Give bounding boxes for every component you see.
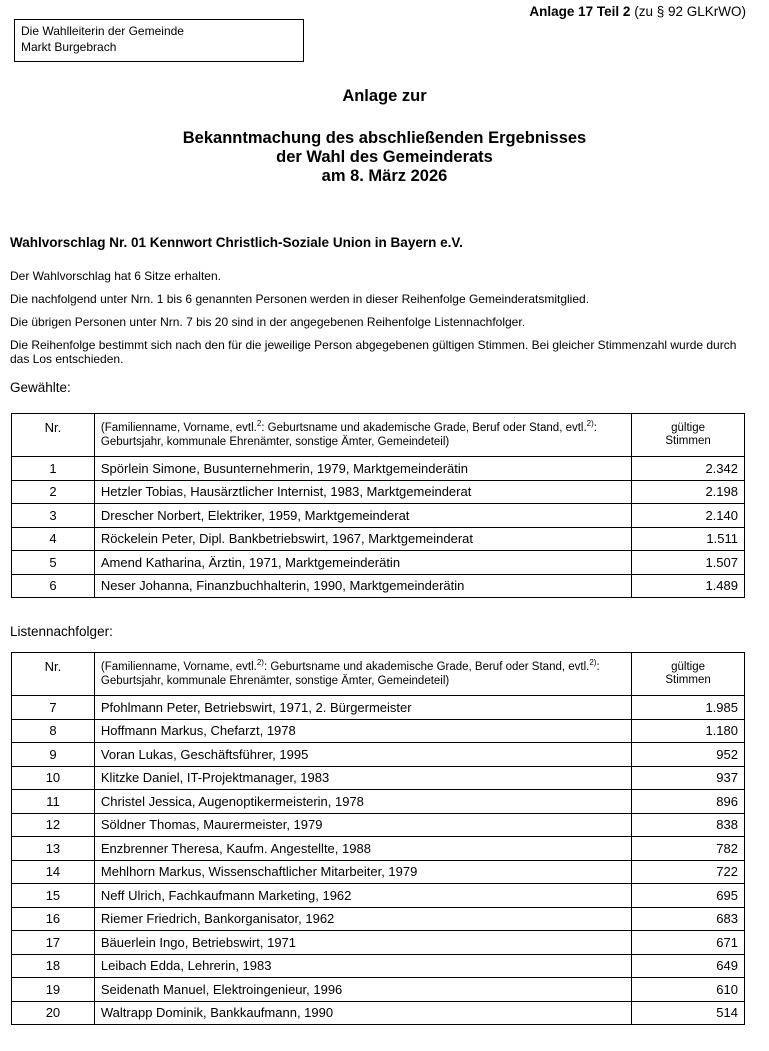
section-heading: Wahlvorschlag Nr. 01 Kennwort Christlich-Soziale Union in Bayern e.V. (10, 235, 463, 250)
candidate-votes: 2.342 (632, 457, 745, 481)
successors-label: Listennachfolger: (10, 624, 113, 639)
candidate-number: 11 (12, 790, 95, 814)
candidate-votes: 722 (632, 860, 745, 884)
candidate-votes: 1.985 (632, 696, 745, 720)
title-line-1: Bekanntmachung des abschließenden Ergebnisses (182, 129, 587, 147)
title-line-3: am 8. März 2026 (321, 167, 448, 185)
table-row (12, 1001, 745, 1025)
candidate-votes: 937 (632, 766, 745, 790)
paragraph-elected: Die nachfolgend unter Nrn. 1 bis 6 genannten Personen werden in dieser Reihenfolge Gemeinderatsmitglied. (10, 292, 590, 306)
candidate-description: Bäuerlein Ingo, Betriebswirt, 1971 (94, 931, 631, 955)
candidate-description: Hetzler Tobias, Hausärztlicher Internist, 1983, Marktgemeinderat (94, 480, 631, 504)
table-header-row (12, 653, 745, 696)
candidate-number: 12 (12, 813, 95, 837)
header-nr: Nr. (12, 414, 95, 457)
header-votes: gültige Stimmen (632, 414, 745, 457)
candidate-description: Hoffmann Markus, Chefarzt, 1978 (94, 719, 631, 743)
candidate-votes: 838 (632, 813, 745, 837)
candidate-number: 5 (12, 551, 95, 575)
table-row (12, 813, 745, 837)
candidate-number: 7 (12, 696, 95, 720)
successors-table (11, 652, 745, 1025)
candidate-description: Voran Lukas, Geschäftsführer, 1995 (94, 743, 631, 767)
candidate-description: Röckelein Peter, Dipl. Bankbetriebswirt, 1967, Marktgemeinderat (94, 527, 631, 551)
authority-line-2: Markt Burgebrach (21, 40, 117, 54)
table-row (12, 551, 745, 575)
candidate-description: Waltrapp Dominik, Bankkaufmann, 1990 (94, 1001, 631, 1025)
candidate-votes: 1.511 (632, 527, 745, 551)
authority-line-1: Die Wahlleiterin der Gemeinde (21, 24, 184, 38)
table-row (12, 790, 745, 814)
candidate-description: Enzbrenner Theresa, Kaufm. Angestellte, 1988 (94, 837, 631, 861)
candidate-description: Pfohlmann Peter, Betriebswirt, 1971, 2. Bürgermeister (94, 696, 631, 720)
table-row (12, 457, 745, 481)
candidate-description: Amend Katharina, Ärztin, 1971, Marktgemeinderätin (94, 551, 631, 575)
table-row (12, 837, 745, 861)
candidate-votes: 683 (632, 907, 745, 931)
candidate-number: 15 (12, 884, 95, 908)
candidate-number: 17 (12, 931, 95, 955)
candidate-number: 14 (12, 860, 95, 884)
candidate-number: 6 (12, 574, 95, 598)
table-header-row (12, 414, 745, 457)
table-row (12, 719, 745, 743)
table-row (12, 884, 745, 908)
table-row (12, 931, 745, 955)
table-row (12, 574, 745, 598)
table-row (12, 743, 745, 767)
candidate-votes: 671 (632, 931, 745, 955)
elected-label: Gewählte: (10, 380, 71, 395)
candidate-number: 1 (12, 457, 95, 481)
table-row (12, 907, 745, 931)
table-row (12, 766, 745, 790)
paragraph-order: Die Reihenfolge bestimmt sich nach den für die jeweilige Person abgegebenen gültigen Stimmen. Bei gleicher Stimmenzahl wurde durch das Los entschieden. (10, 338, 737, 366)
table-row (12, 860, 745, 884)
table-row (12, 480, 745, 504)
candidate-votes: 2.198 (632, 480, 745, 504)
candidate-description: Seidenath Manuel, Elektroingenieur, 1996 (94, 978, 631, 1002)
candidate-votes: 952 (632, 743, 745, 767)
candidate-votes: 1.507 (632, 551, 745, 575)
authority-box (14, 19, 304, 62)
candidate-description: Klitzke Daniel, IT-Projektmanager, 1983 (94, 766, 631, 790)
candidate-votes: 1.180 (632, 719, 745, 743)
annex-number: Anlage 17 Teil 2 (529, 4, 631, 19)
candidate-number: 10 (12, 766, 95, 790)
table-row (12, 504, 745, 528)
candidate-description: Drescher Norbert, Elektriker, 1959, Marktgemeinderat (94, 504, 631, 528)
candidate-votes: 695 (632, 884, 745, 908)
candidate-description: Leibach Edda, Lehrerin, 1983 (94, 954, 631, 978)
candidate-votes: 649 (632, 954, 745, 978)
candidate-description: Riemer Friedrich, Bankorganisator, 1962 (94, 907, 631, 931)
annex-law-reference: (zu § 92 GLKrWO) (634, 4, 746, 19)
candidate-votes: 514 (632, 1001, 745, 1025)
candidate-votes: 610 (632, 978, 745, 1002)
candidate-number: 13 (12, 837, 95, 861)
candidate-number: 9 (12, 743, 95, 767)
candidate-votes: 782 (632, 837, 745, 861)
title-annex: Anlage zur (342, 87, 427, 105)
document-title (0, 129, 769, 186)
candidate-votes: 896 (632, 790, 745, 814)
candidate-number: 3 (12, 504, 95, 528)
candidate-description: Neff Ulrich, Fachkaufmann Marketing, 1962 (94, 884, 631, 908)
candidate-description: Mehlhorn Markus, Wissenschaftlicher Mitarbeiter, 1979 (94, 860, 631, 884)
header-nr: Nr. (12, 653, 95, 696)
table-row (12, 954, 745, 978)
header-votes: gültige Stimmen (632, 653, 745, 696)
elected-table (11, 413, 745, 598)
header-description: (Familienname, Vorname, evtl.$^2$: Geburtsname und akademische Grade, Beruf oder Stand, evtl.$^{2)}$: Geburtsjahr, kommunale Ehrenämter, sonstige Ämter, Gemeindeteil) (94, 414, 631, 457)
candidate-votes: 2.140 (632, 504, 745, 528)
table-row (12, 527, 745, 551)
candidate-number: 19 (12, 978, 95, 1002)
paragraph-seats: Der Wahlvorschlag hat 6 Sitze erhalten. (10, 269, 221, 283)
header-description: (Familienname, Vorname, evtl.$^{2)}$: Geburtsname und akademische Grade, Beruf oder Stand, evtl.$^{2)}$: Geburtsjahr, kommunale Ehrenämter, sonstige Ämter, Gemeindeteil) (94, 653, 631, 696)
candidate-description: Spörlein Simone, Busunternehmerin, 1979, Marktgemeinderätin (94, 457, 631, 481)
candidate-description: Söldner Thomas, Maurermeister, 1979 (94, 813, 631, 837)
paragraph-successors: Die übrigen Personen unter Nrn. 7 bis 20 sind in der angegebenen Reihenfolge Listennachfolger. (10, 315, 526, 329)
table-row (12, 696, 745, 720)
table-row (12, 978, 745, 1002)
title-line-2: der Wahl des Gemeinderats (276, 148, 493, 166)
candidate-number: 16 (12, 907, 95, 931)
annex-reference (529, 4, 746, 19)
candidate-votes: 1.489 (632, 574, 745, 598)
candidate-description: Neser Johanna, Finanzbuchhalterin, 1990, Marktgemeinderätin (94, 574, 631, 598)
candidate-number: 8 (12, 719, 95, 743)
candidate-number: 18 (12, 954, 95, 978)
candidate-number: 20 (12, 1001, 95, 1025)
candidate-number: 4 (12, 527, 95, 551)
candidate-description: Christel Jessica, Augenoptikermeisterin, 1978 (94, 790, 631, 814)
candidate-number: 2 (12, 480, 95, 504)
